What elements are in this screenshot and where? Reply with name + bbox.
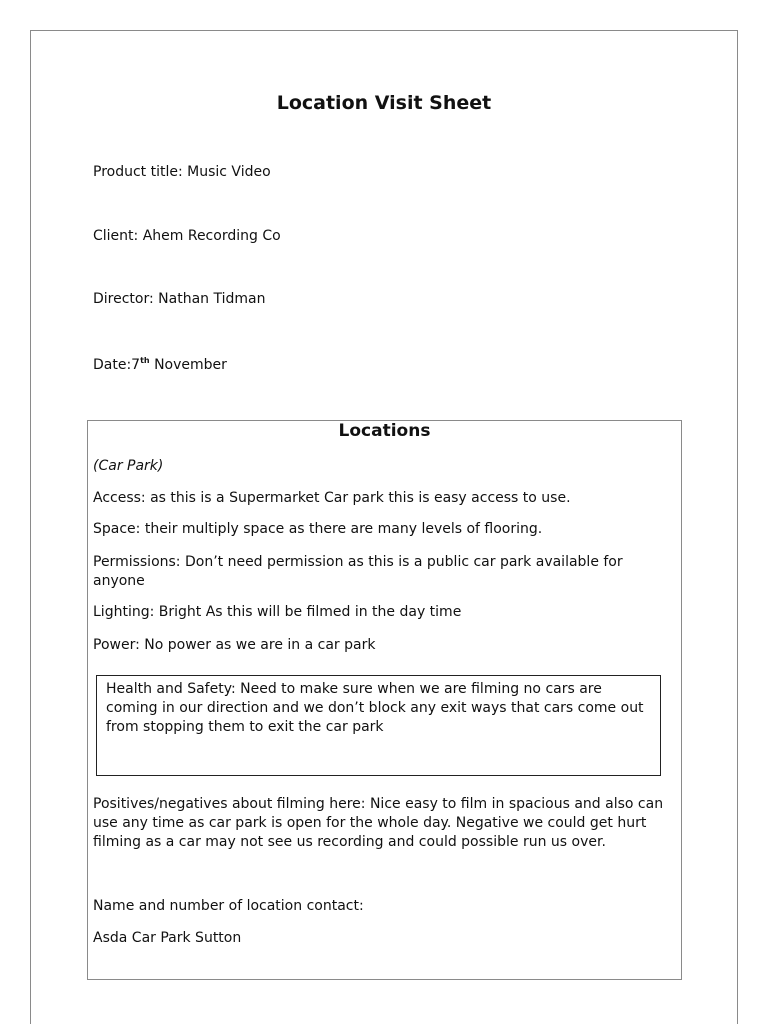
positives-negatives-note: Positives/negatives about filming here: Nice easy to film in spacious and also can use any time as car park is open for the whole day. Negative we could get hurt filming as a car may not see us recording and could possible run us over. — [93, 796, 664, 850]
permissions-note: Permissions: Don’t need permission as this is a public car park available for anyone — [93, 554, 623, 589]
product-title-field: Product title: Music Video — [93, 164, 271, 180]
director-field: Director: Nathan Tidman — [93, 291, 266, 307]
contact-label: Name and number of location contact: — [93, 898, 364, 914]
access-note: Access: as this is a Supermarket Car park this is easy access to use. — [93, 490, 571, 506]
date-field — [93, 356, 227, 373]
locations-heading: Locations — [338, 421, 431, 441]
document-title: Location Visit Sheet — [276, 92, 492, 114]
space-note: Space: their multiply space as there are many levels of flooring. — [93, 521, 543, 537]
contact-value: Asda Car Park Sutton — [93, 930, 242, 946]
health-safety-note: Health and Safety: Need to make sure when we are filming no cars are coming in our direction and we don’t block any exit ways that cars come out from stopping them to exit the car park — [106, 681, 644, 735]
date-prefix: Date:7 — [93, 357, 141, 373]
power-note: Power: No power as we are in a car park — [93, 637, 376, 653]
lighting-note: Lighting: Bright As this will be filmed in the day time — [93, 604, 462, 620]
location-place: (Car Park) — [93, 458, 164, 474]
client-field: Client: Ahem Recording Co — [93, 228, 281, 244]
date-ordinal-suffix: th — [140, 356, 150, 365]
date-month: November — [149, 357, 227, 373]
